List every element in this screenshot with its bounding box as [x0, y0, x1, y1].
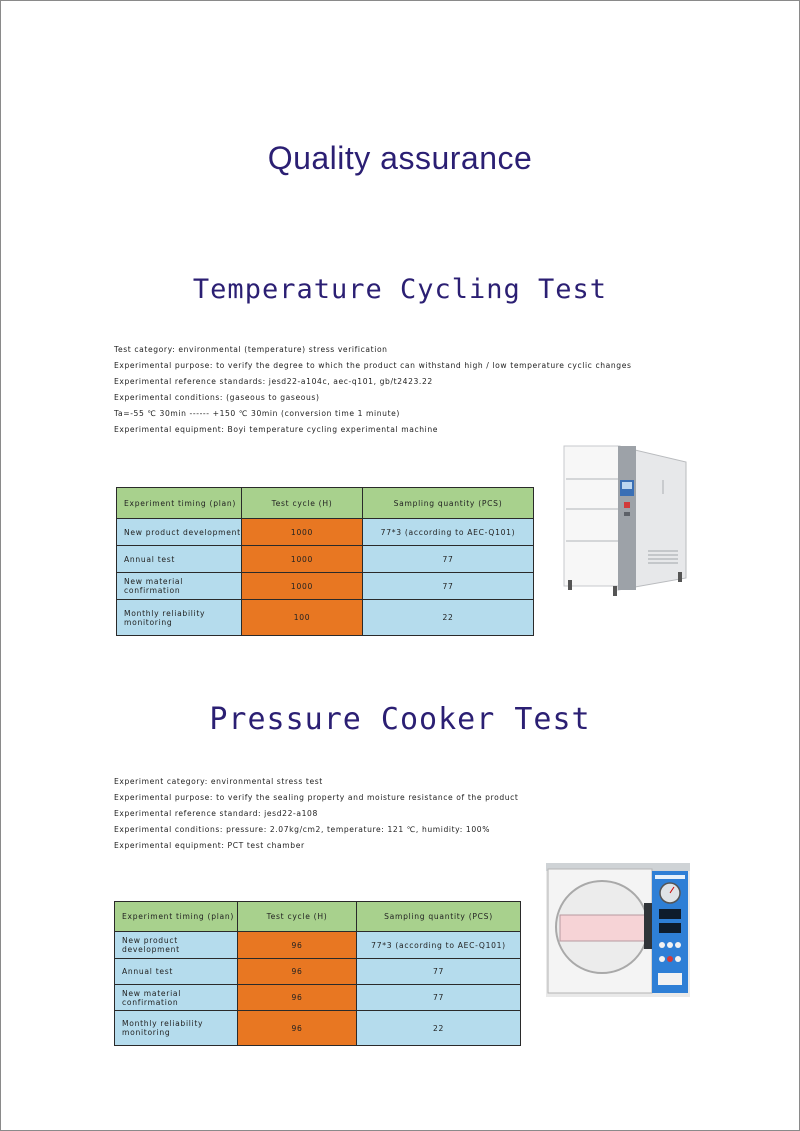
page-title: Quality assurance: [267, 140, 533, 176]
cycle-cell: 100: [242, 600, 363, 636]
temperature-cycling-title: Temperature Cycling Test: [192, 274, 608, 305]
info-line: Experimental conditions: (gaseous to gaseous): [114, 393, 320, 402]
quantity-cell: 22: [357, 1011, 521, 1046]
temperature-cycling-table: [116, 487, 534, 636]
info-line: Experimental equipment: PCT test chamber: [114, 841, 305, 850]
timing-cell: New product development: [117, 519, 242, 546]
timing-cell: New material confirmation: [117, 573, 242, 600]
info-line: Ta=-55 ℃ 30min ------ +150 ℃ 30min (conversion time 1 minute): [114, 409, 400, 418]
table-row: [115, 959, 521, 985]
info-line: Experimental reference standards: jesd22-a104c, aec-q101, gb/t2423.22: [114, 377, 433, 386]
temperature-cycling-machine-image: [558, 440, 690, 605]
table-row: [115, 1011, 521, 1046]
quantity-cell: 77: [357, 985, 521, 1011]
cycle-cell: 1000: [242, 546, 363, 573]
timing-cell: New product development: [115, 932, 238, 959]
quantity-cell: 77*3 (according to AEC-Q101): [363, 519, 534, 546]
pressure-cooker-info: [114, 774, 519, 854]
table-row: [115, 932, 521, 959]
header-cycle: Test cycle (H): [238, 902, 357, 932]
quantity-cell: 77: [357, 959, 521, 985]
quantity-cell: 77: [363, 573, 534, 600]
pressure-cooker-title: Pressure Cooker Test: [209, 702, 591, 737]
cycle-cell: 1000: [242, 573, 363, 600]
info-line: Experimental equipment: Boyi temperature cycling experimental machine: [114, 425, 439, 434]
cycle-cell: 1000: [242, 519, 363, 546]
header-timing: Experiment timing (plan): [115, 902, 238, 932]
table-row: [117, 573, 534, 600]
table-header-row: [115, 902, 521, 932]
timing-cell: Annual test: [117, 546, 242, 573]
table-row: [115, 985, 521, 1011]
cycle-cell: 96: [238, 985, 357, 1011]
timing-cell: New material confirmation: [115, 985, 238, 1011]
timing-cell: Monthly reliability monitoring: [117, 600, 242, 636]
cycle-cell: 96: [238, 959, 357, 985]
timing-cell: Annual test: [115, 959, 238, 985]
info-line: Experiment category: environmental stress test: [114, 777, 323, 786]
header-quantity: Sampling quantity (PCS): [363, 488, 534, 519]
header-quantity: Sampling quantity (PCS): [357, 902, 521, 932]
quantity-cell: 22: [363, 600, 534, 636]
cycle-cell: 96: [238, 1011, 357, 1046]
table-row: [117, 546, 534, 573]
quantity-cell: 77: [363, 546, 534, 573]
header-timing: Experiment timing (plan): [117, 488, 242, 519]
table-row: [117, 519, 534, 546]
temperature-cycling-info: [114, 342, 632, 438]
info-line: Experimental purpose: to verify the sealing property and moisture resistance of the product: [114, 793, 519, 802]
header-cycle: Test cycle (H): [242, 488, 363, 519]
info-line: Experimental reference standard: jesd22-a108: [114, 809, 318, 818]
table-row: [117, 600, 534, 636]
info-line: Test category: environmental (temperature) stress verification: [114, 345, 388, 354]
table-header-row: [117, 488, 534, 519]
pressure-cooker-table: [114, 901, 521, 1046]
info-line: Experimental conditions: pressure: 2.07kg/cm2, temperature: 121 ℃, humidity: 100%: [114, 825, 491, 834]
timing-cell: Monthly reliability monitoring: [115, 1011, 238, 1046]
cycle-cell: 96: [238, 932, 357, 959]
info-line: Experimental purpose: to verify the degree to which the product can withstand high / low temperature cyclic changes: [114, 361, 632, 370]
pct-test-chamber-image: [546, 863, 690, 997]
quantity-cell: 77*3 (according to AEC-Q101): [357, 932, 521, 959]
